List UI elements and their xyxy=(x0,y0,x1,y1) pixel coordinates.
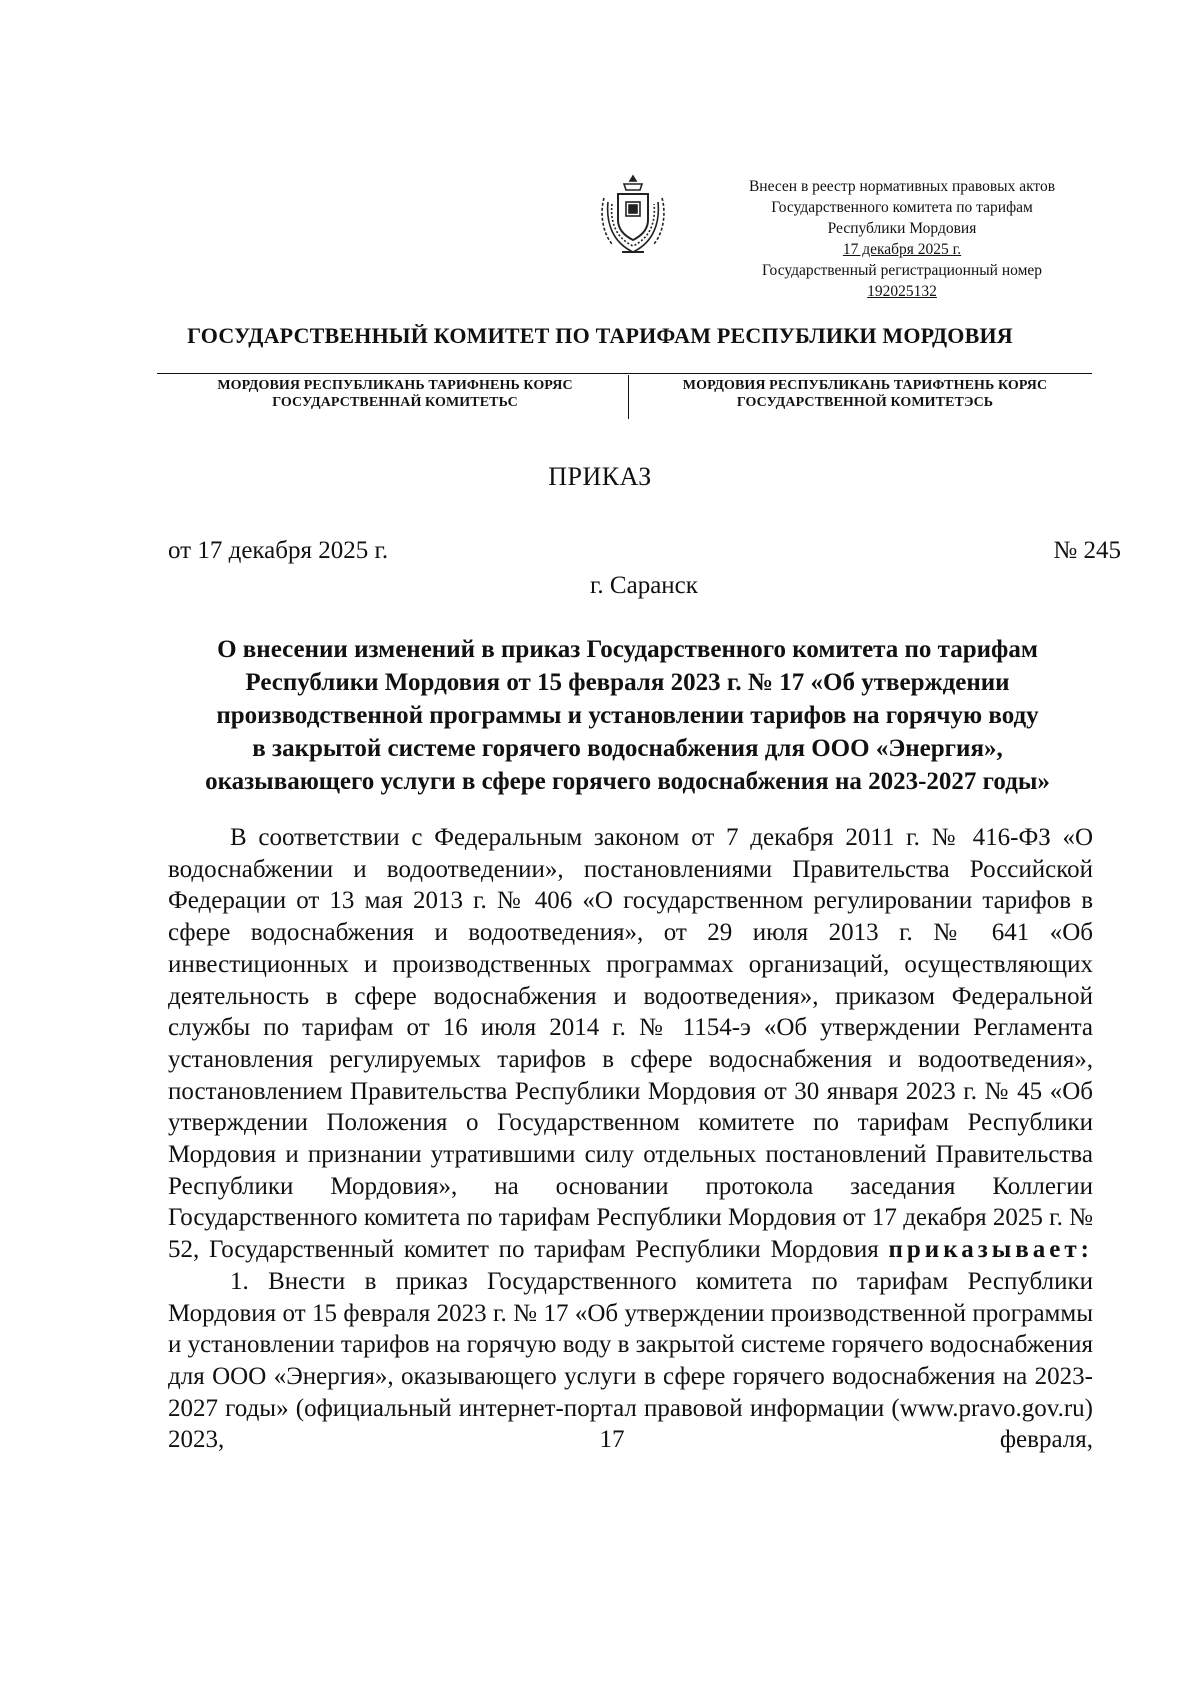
subject-line: производственной программы и установлении тарифов на горячую воду xyxy=(216,702,1039,729)
registry-line: Государственный регистрационный номер xyxy=(761,262,1043,279)
organization-name-erzya xyxy=(640,377,1090,411)
registry-number: 192025132 xyxy=(867,283,937,300)
header-vertical-divider xyxy=(628,375,629,419)
subject-line: О внесении изменений в приказ Государственного комитета по тарифам xyxy=(217,636,1038,663)
org-name-line: ГОСУДАРСТВЕННОЙ КОМИТЕТЭСЬ xyxy=(736,395,994,410)
document-body xyxy=(168,822,1093,1456)
preamble-paragraph xyxy=(168,822,1093,1266)
org-name-line: МОРДОВИЯ РЕСПУБЛИКАНЬ ТАРИФТНЕНЬ КОРЯС xyxy=(682,378,1048,393)
registry-note xyxy=(722,176,1082,302)
org-name-line: МОРДОВИЯ РЕСПУБЛИКАНЬ ТАРИФНЕНЬ КОРЯС xyxy=(217,378,573,393)
header-divider xyxy=(157,373,1092,374)
document-type-label: ПРИКАЗ xyxy=(548,462,652,491)
organization-title: ГОСУДАРСТВЕННЫЙ КОМИТЕТ ПО ТАРИФАМ РЕСПУБЛИКИ МОРДОВИЯ xyxy=(187,323,1013,348)
registry-line: Внесен в реестр нормативных правовых актов xyxy=(748,178,1056,195)
orders-word: приказывает: xyxy=(888,1236,1094,1264)
registry-line: Государственного комитета по тарифам xyxy=(771,199,1033,216)
document-number: № 245 xyxy=(1053,537,1121,564)
document-subject xyxy=(160,633,1095,798)
document-type xyxy=(0,462,1200,492)
subject-line: в закрытой системе горячего водоснабжения для ООО «Энергия», xyxy=(252,735,1003,762)
document-date: от 17 декабря 2025 г. xyxy=(168,537,389,564)
registry-date: 17 декабря 2025 г. xyxy=(842,241,962,258)
subject-line: оказывающего услуги в сфере горячего водоснабжения на 2023-2027 годы» xyxy=(205,768,1050,795)
preamble-text: В соответствии с Федеральным законом от 7 декабря 2011 г. № 416-ФЗ «О водоснабжении и водоотведении», постановлениями Правительства Российской Федерации от 13 мая 2013 г. № 406 «О государственном регулировании тарифов в сфере водоснабжения и водоотведения», от 29 июля 2013 г. № 641 «Об инвестиционных и производственных программах организаций, осуществляющих деятельность в сфере водоснабжения и водоотведения», приказом Федеральной службы по тарифам от 16 июля 2014 г. № 1154-э «Об утверждении Регламента установления регулируемых тарифов в сфере водоснабжения и водоотведения», постановлением Правительства Республики Мордовия от 30 января 2023 г. № 45 «Об утверждении Положения о Государственном комитете по тарифам Республики Мордовия и признании утратившими силу отдельных постановлений Правительства Республики Мордовия», на основании протокола заседания Коллегии Государственного комитета по тарифам Республики Мордовия от 17 декабря 2025 г. № 52, Государственный комитет по тарифам Республики Мордовия xyxy=(168,824,1093,1264)
item-1-paragraph: 1. Внести в приказ Государственного комитета по тарифам Республики Мордовия от 15 февраля 2023 г. № 17 «Об утверждении производственной программы и установлении тарифов на горячую воду в закрытой системе горячего водоснабжения для ООО «Энергия», оказывающего услуги в сфере горячего водоснабжения на 2023-2027 годы» (официальный интернет-портал правовой информации (www.pravo.gov.ru) 2023, 17 февраля, xyxy=(168,1267,1093,1454)
document-city: г. Саранск xyxy=(590,572,698,599)
registry-line: Республики Мордовия xyxy=(827,220,977,237)
subject-line: Республики Мордовия от 15 февраля 2023 г. № 17 «Об утверждении xyxy=(245,669,1010,696)
organization-name-moksha xyxy=(170,377,620,411)
org-name-line: ГОСУДАРСТВЕННАЙ КОМИТЕТЬС xyxy=(272,395,518,410)
mordovia-coat-of-arms-icon xyxy=(598,172,668,258)
